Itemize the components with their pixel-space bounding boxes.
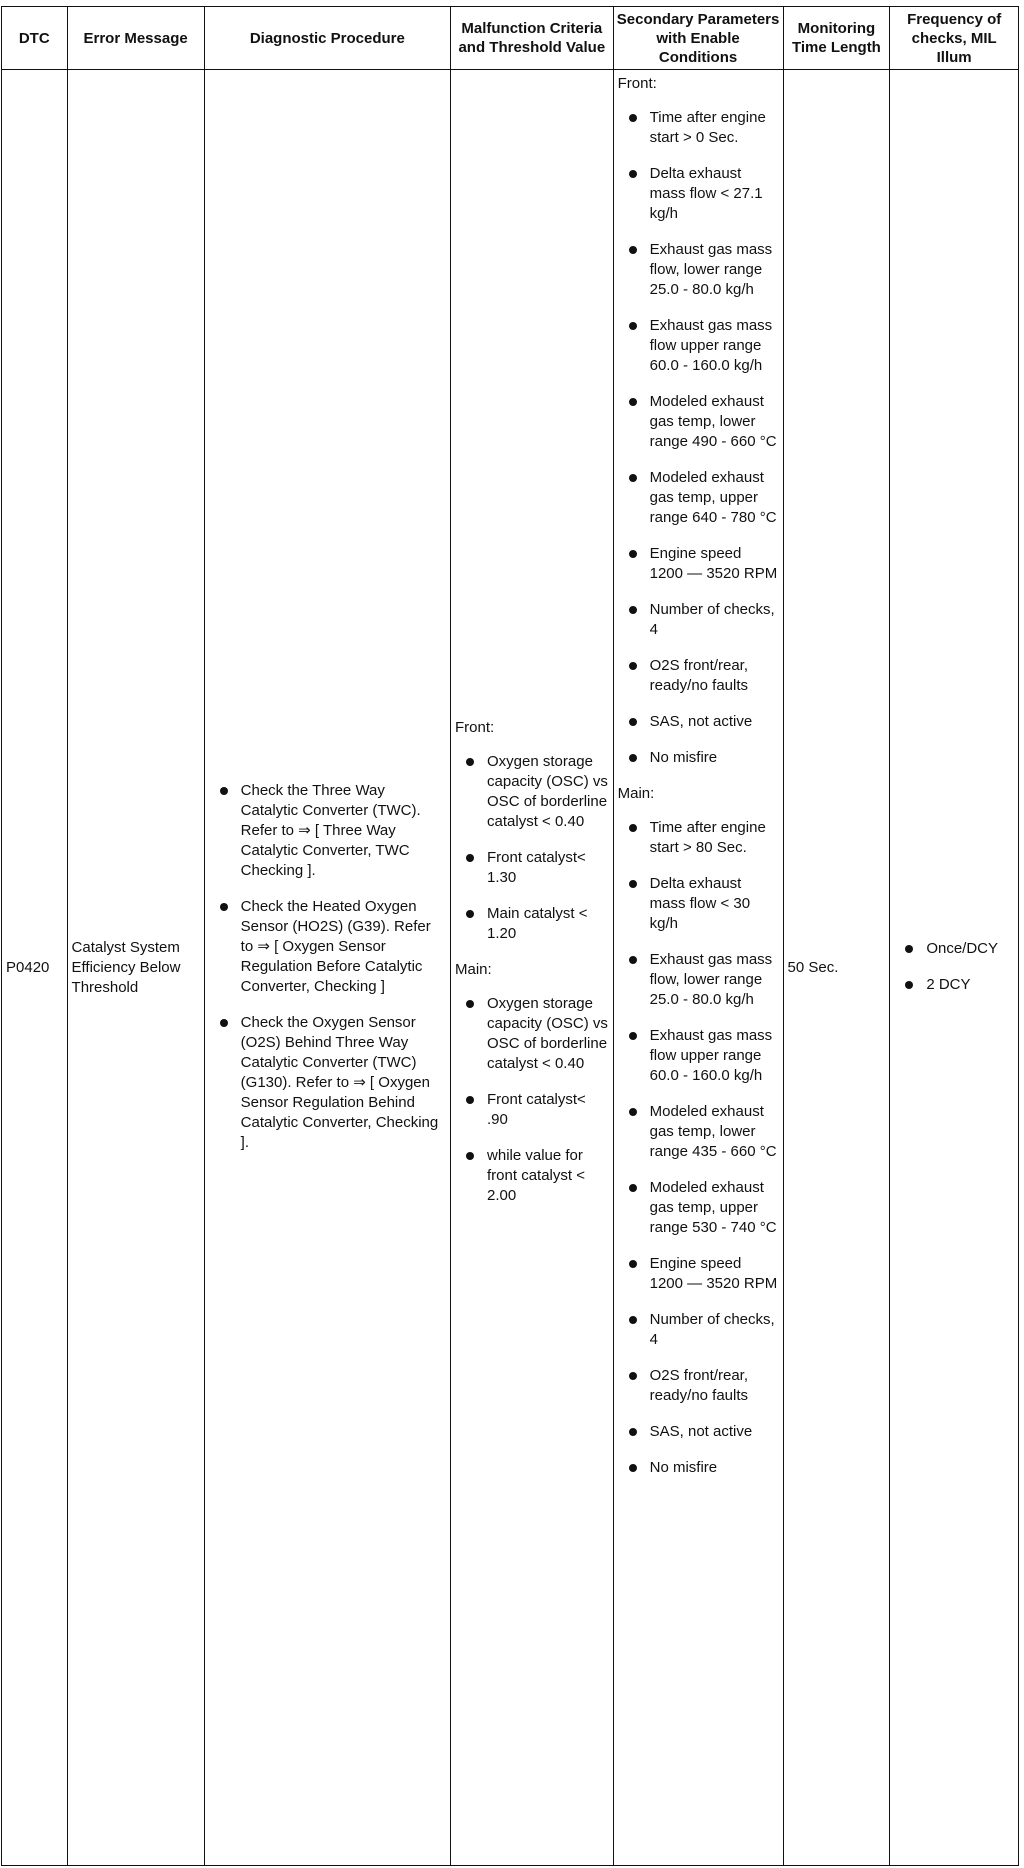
- list-item: No misfire: [618, 748, 779, 768]
- list-item: Check the Three Way Catalytic Converter (TWC). Refer to ⇒ [ Three Way Catalytic Converter, TWC Checking ].: [209, 781, 446, 881]
- list-item: Once/DCY: [894, 939, 1014, 959]
- cell-frequency: [890, 70, 1019, 1866]
- list-item: Time after engine start > 80 Sec.: [618, 818, 779, 858]
- list-item: Oxygen storage capacity (OSC) vs OSC of borderline catalyst < 0.40: [455, 752, 609, 832]
- list-item: Exhaust gas mass flow, lower range 25.0 - 80.0 kg/h: [618, 240, 779, 300]
- list-item: Main catalyst < 1.20: [455, 904, 609, 944]
- main-label: Main:: [617, 785, 655, 802]
- header-error-message: Error Message: [67, 7, 204, 70]
- list-item: Exhaust gas mass flow upper range 60.0 - 160.0 kg/h: [618, 1026, 779, 1086]
- list-item: No misfire: [618, 1458, 779, 1478]
- list-item: Delta exhaust mass flow < 30 kg/h: [618, 874, 779, 934]
- list-item: Exhaust gas mass flow, lower range 25.0 - 80.0 kg/h: [618, 950, 779, 1010]
- front-label: Front:: [455, 718, 495, 736]
- header-monitoring-time: Monitoring Time Length: [783, 7, 890, 70]
- header-frequency: Frequency of checks, MIL Illum: [890, 7, 1019, 70]
- list-item: Delta exhaust mass flow < 27.1 kg/h: [618, 164, 779, 224]
- list-item: Number of checks, 4: [618, 1310, 779, 1350]
- list-item: Modeled exhaust gas temp, lower range 435 - 660 °C: [618, 1102, 779, 1162]
- cell-diagnostic-procedure: [204, 70, 450, 1866]
- header-diagnostic-procedure: Diagnostic Procedure: [204, 7, 450, 70]
- header-row: [2, 7, 1019, 70]
- table-row: [2, 70, 1019, 1866]
- list-item: Exhaust gas mass flow upper range 60.0 - 160.0 kg/h: [618, 316, 779, 376]
- dtc-table: [1, 6, 1019, 1866]
- list-item: SAS, not active: [618, 1422, 779, 1442]
- secondary-front-list: [618, 108, 779, 768]
- list-item: while value for front catalyst < 2.00: [455, 1146, 609, 1206]
- list-item: Engine speed 1200 — 3520 RPM: [618, 544, 779, 584]
- list-item: Oxygen storage capacity (OSC) vs OSC of borderline catalyst < 0.40: [455, 994, 609, 1074]
- list-item: Number of checks, 4: [618, 600, 779, 640]
- cell-monitoring-time: 50 Sec.: [783, 70, 890, 1866]
- list-item: O2S front/rear, ready/no faults: [618, 1366, 779, 1406]
- list-item: Engine speed 1200 — 3520 RPM: [618, 1254, 779, 1294]
- list-item: Time after engine start > 0 Sec.: [618, 108, 779, 148]
- list-item: SAS, not active: [618, 712, 779, 732]
- malfunction-front-list: [455, 752, 609, 944]
- front-label: Front:: [617, 75, 657, 92]
- list-item: Front catalyst< .90: [455, 1090, 609, 1130]
- frequency-list: [894, 939, 1014, 995]
- cell-secondary-parameters: [613, 70, 783, 1866]
- list-item: Modeled exhaust gas temp, upper range 530 - 740 °C: [618, 1178, 779, 1238]
- list-item: Check the Oxygen Sensor (O2S) Behind Three Way Catalytic Converter (TWC) (G130). Refer to ⇒ [ Oxygen Sensor Regulation Behind Catalytic Converter, Checking ].: [209, 1013, 446, 1153]
- cell-malfunction-criteria: [451, 70, 614, 1866]
- header-dtc: DTC: [2, 7, 68, 70]
- list-item: 2 DCY: [894, 975, 1014, 995]
- header-malfunction-criteria: Malfunction Criteria and Threshold Value: [451, 7, 614, 70]
- list-item: Front catalyst< 1.30: [455, 848, 609, 888]
- list-item: Modeled exhaust gas temp, upper range 640 - 780 °C: [618, 468, 779, 528]
- secondary-main-list: [618, 818, 779, 1478]
- cell-dtc: P0420: [2, 70, 68, 1866]
- cell-error-message: Catalyst System Efficiency Below Threshold: [67, 70, 204, 1866]
- main-label: Main:: [455, 960, 492, 978]
- diagnostic-procedure-list: [209, 781, 446, 1153]
- malfunction-main-list: [455, 994, 609, 1206]
- list-item: Modeled exhaust gas temp, lower range 490 - 660 °C: [618, 392, 779, 452]
- list-item: O2S front/rear, ready/no faults: [618, 656, 779, 696]
- list-item: Check the Heated Oxygen Sensor (HO2S) (G39). Refer to ⇒ [ Oxygen Sensor Regulation Before Catalytic Converter, Checking ]: [209, 897, 446, 997]
- header-secondary-parameters: Secondary Parameters with Enable Conditions: [613, 7, 783, 70]
